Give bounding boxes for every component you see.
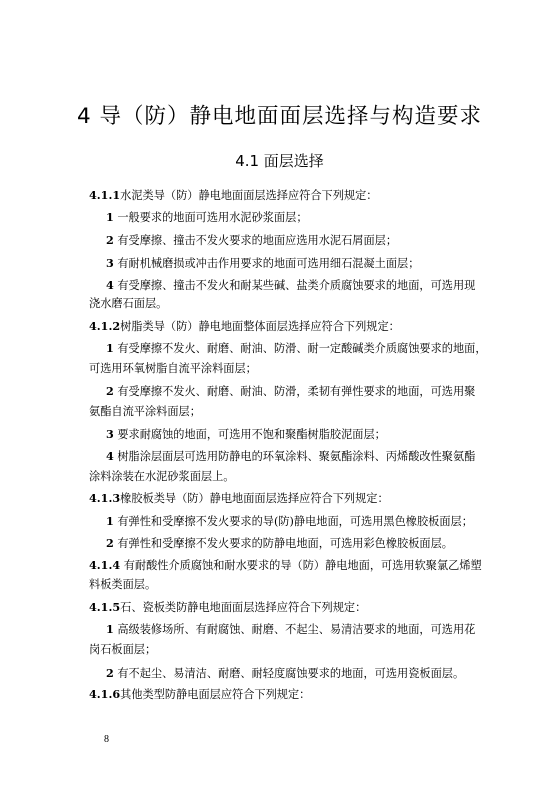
clause-line bbox=[89, 491, 389, 506]
clause-line bbox=[106, 449, 475, 464]
clause-text: 有不起尘、易清洁、耐磨、耐轻度腐蚀要求的地面，可选用瓷板面层。 bbox=[117, 667, 465, 680]
clause-text: 树脂类导（防）静电地面整体面层选择应符合下列规定： bbox=[120, 320, 400, 333]
page-number: 8 bbox=[104, 734, 109, 745]
clause-line bbox=[89, 578, 156, 592]
clause-number: 4 bbox=[106, 449, 114, 463]
clause-number: 3 bbox=[106, 427, 114, 441]
clause-line bbox=[106, 536, 453, 551]
clause-line bbox=[106, 622, 475, 637]
chapter-title: 4 导（防）静电地面面层选择与构造要求 bbox=[76, 104, 482, 129]
clause-line bbox=[106, 666, 464, 681]
clause-line bbox=[89, 188, 377, 203]
clause-number: 4.1.5 bbox=[89, 600, 121, 614]
clause-number: 4 bbox=[106, 278, 114, 292]
clause-line bbox=[89, 558, 482, 573]
clause-text: 其他类型防静电面层应符合下列规定： bbox=[120, 688, 311, 701]
clause-line bbox=[89, 319, 400, 334]
clause-line bbox=[106, 210, 308, 225]
clause-number: 2 bbox=[106, 233, 114, 247]
clause-text: 橡胶板类导（防）静电地面面层选择应符合下列规定： bbox=[120, 492, 389, 505]
clause-number: 1 bbox=[106, 622, 114, 636]
clause-line bbox=[106, 514, 473, 529]
clause-number: 4.1.2 bbox=[89, 319, 121, 333]
clause-number: 1 bbox=[106, 514, 114, 528]
clause-number: 2 bbox=[106, 666, 114, 680]
clause-line bbox=[106, 278, 475, 293]
clause-number: 1 bbox=[106, 341, 114, 355]
clause-text: 有受摩擦、撞击不发火和耐某些碱、盐类介质腐蚀要求的地面，可选用现 bbox=[117, 279, 476, 292]
clause-line bbox=[89, 643, 156, 657]
clause-number: 2 bbox=[106, 384, 114, 398]
clause-text: 涂料涂装在水泥砂浆面层上。 bbox=[89, 470, 235, 483]
clause-number: 4.1.3 bbox=[89, 491, 121, 505]
clause-line bbox=[106, 427, 386, 442]
clause-text: 有受摩擦不发火、耐磨、耐油、防滑、耐一定酸碱类介质腐蚀要求的地面， bbox=[117, 342, 487, 355]
clause-text: 水泥类导（防）静电地面面层选择应符合下列规定： bbox=[120, 189, 378, 202]
clause-text: 有受摩擦不发火、耐磨、耐油、防滑，柔韧有弹性要求的地面，可选用聚 bbox=[117, 385, 476, 398]
clause-line bbox=[106, 384, 475, 399]
clause-text: 有耐机械磨损或冲击作用要求的地面可选用细石混凝土面层； bbox=[117, 257, 420, 270]
clause-text: 氨酯自流平涂料面层； bbox=[89, 405, 201, 418]
clause-text: 石、瓷板类防静电地面面层选择应符合下列规定： bbox=[120, 601, 367, 614]
clause-text: 有弹性和受摩擦不发火要求的防静电地面，可选用彩色橡胶板面层。 bbox=[117, 537, 453, 550]
section-title: 4.1 面层选择 bbox=[235, 152, 324, 170]
clause-line bbox=[106, 256, 419, 271]
clause-line bbox=[106, 341, 487, 356]
clause-number: 2 bbox=[106, 536, 114, 550]
clause-text: 有弹性和受摩擦不发火要求的导(防)静电地面，可选用黑色橡胶板面层； bbox=[117, 515, 473, 528]
clause-number: 1 bbox=[106, 210, 114, 224]
clause-line bbox=[89, 600, 366, 615]
clause-line bbox=[89, 297, 167, 311]
clause-number: 3 bbox=[106, 256, 114, 270]
clause-text: 高级装修场所、有耐腐蚀、耐磨、不起尘、易清洁要求的地面，可选用花 bbox=[117, 623, 476, 636]
clause-text: 可选用环氧树脂自流平涂料面层； bbox=[89, 362, 257, 375]
clause-line bbox=[106, 233, 397, 248]
clause-text: 一般要求的地面可选用水泥砂浆面层； bbox=[117, 211, 308, 224]
clause-text: 要求耐腐蚀的地面，可选用不饱和聚酯树脂胶泥面层； bbox=[117, 428, 386, 441]
clause-text: 有耐酸性介质腐蚀和耐水要求的导（防）静电地面，可选用软聚氯乙烯塑 bbox=[123, 559, 482, 572]
clause-line bbox=[89, 405, 201, 419]
clause-text: 料板类面层。 bbox=[89, 578, 157, 591]
clause-line bbox=[89, 687, 310, 702]
clause-line bbox=[89, 362, 257, 376]
clause-number: 4.1.6 bbox=[89, 687, 121, 701]
clause-text: 岗石板面层； bbox=[89, 643, 157, 656]
clause-text: 有受摩擦、撞击不发火要求的地面应选用水泥石屑面层； bbox=[117, 234, 398, 247]
clause-text: 浇水磨石面层。 bbox=[89, 297, 168, 310]
clause-text: 树脂涂层面层可选用防静电的环氧涂料、聚氨酯涂料、丙烯酸改性聚氨酯 bbox=[117, 450, 476, 463]
clause-number: 4.1.1 bbox=[89, 188, 121, 202]
clause-number: 4.1.4 bbox=[89, 558, 121, 572]
clause-line bbox=[89, 470, 234, 484]
